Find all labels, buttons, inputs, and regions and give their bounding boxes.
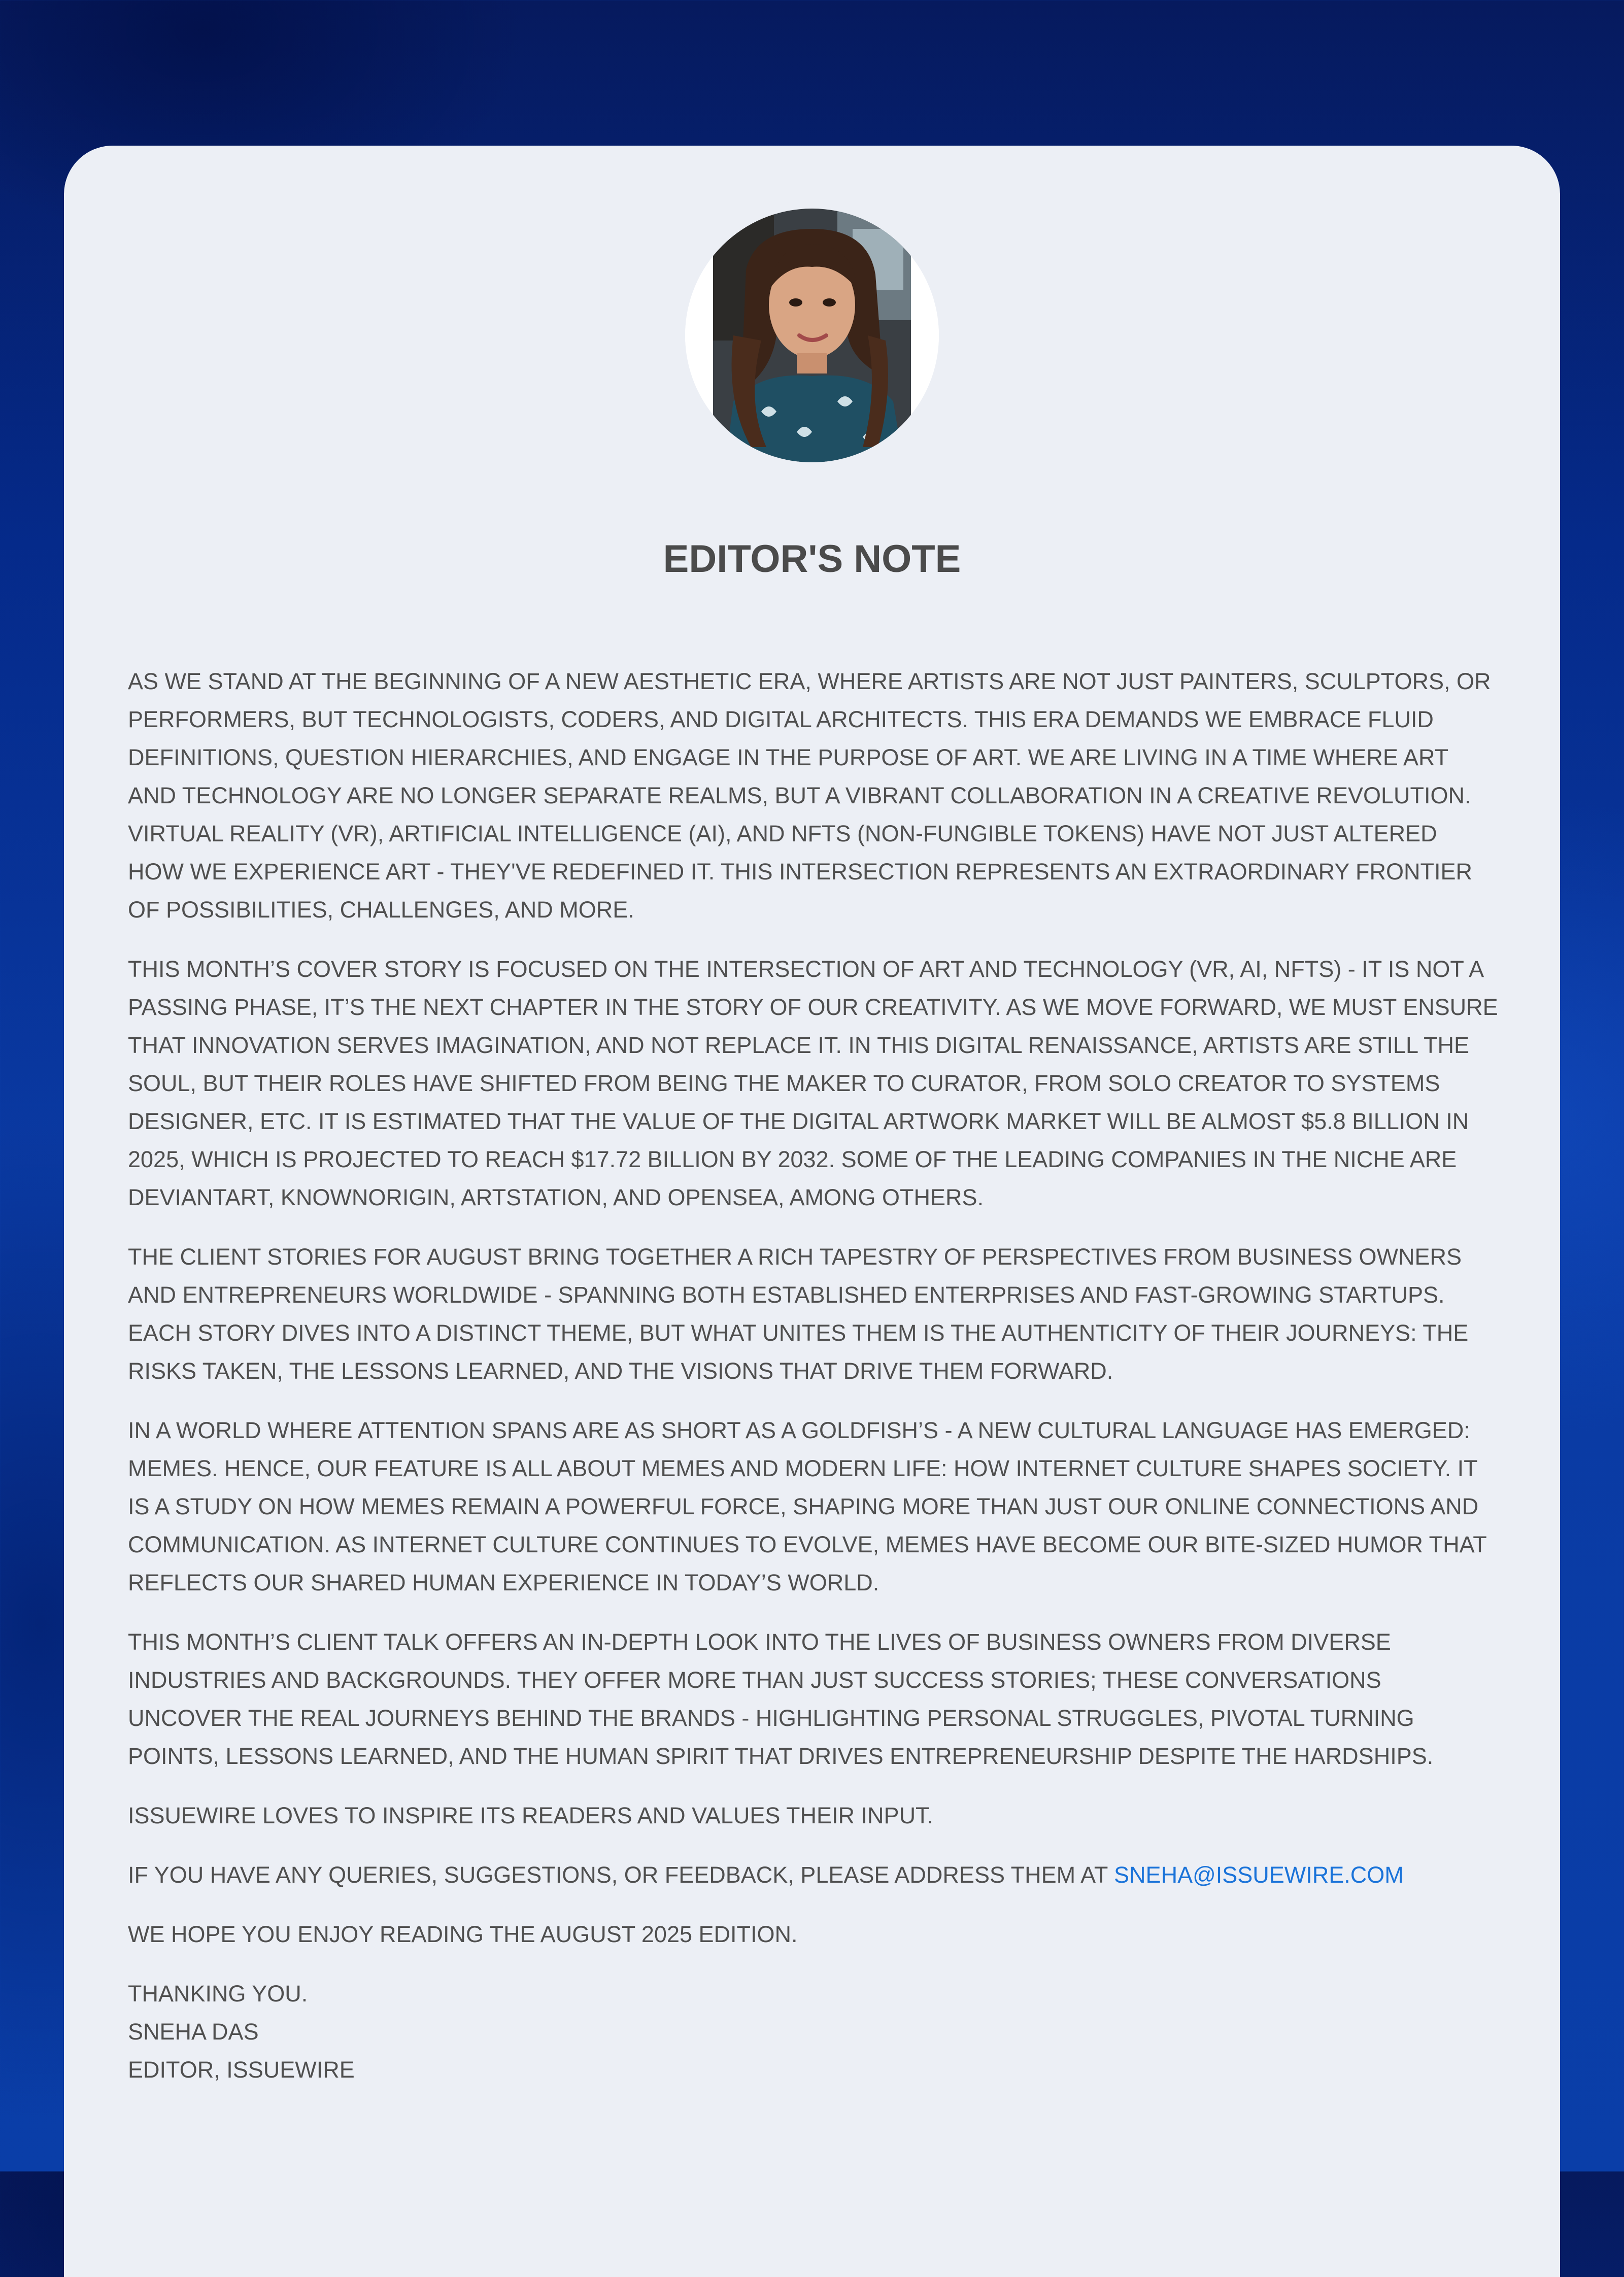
paragraph: THIS MONTH’S CLIENT TALK OFFERS AN IN-DEPTH LOOK INTO THE LIVES OF BUSINESS OWNERS FROM DIVERSE INDUSTRIES AND BACKGROUNDS. THEY OFFER MORE THAN JUST SUCCESS STORIES; THESE CONVERSATIONS UNCOVER THE REAL JOURNEYS BEHIND THE BRANDS - HIGHLIGHTING PERSONAL STRUGGLES, PIVOTAL TURNING POINTS, LESSONS LEARNED, AND THE HUMAN SPIRIT THAT DRIVES ENTREPRENEURSHIP DESPITE THE HARDSHIPS. <box>128 1629 1434 1769</box>
email-link[interactable]: SNEHA@ISSUEWIRE.COM <box>1114 1862 1404 1888</box>
signature-name: SNEHA DAS <box>128 2019 259 2045</box>
article-body <box>128 662 1498 2089</box>
closing-paragraph: WE HOPE YOU ENJOY READING THE AUGUST 2025 EDITION. <box>128 1921 798 1947</box>
signature-thanks: THANKING YOU. <box>128 1981 308 2007</box>
editor-portrait-image <box>685 209 939 462</box>
page-title: EDITOR'S NOTE <box>663 537 961 581</box>
paragraph: ISSUEWIRE LOVES TO INSPIRE ITS READERS AND VALUES THEIR INPUT. <box>128 1803 934 1828</box>
editor-avatar <box>685 209 939 462</box>
paragraph: THIS MONTH’S COVER STORY IS FOCUSED ON THE INTERSECTION OF ART AND TECHNOLOGY (VR, AI, NFTS) - IT IS NOT A PASSING PHASE, IT’S THE NEXT CHAPTER IN THE STORY OF OUR CREATIVITY. AS WE MOVE FORWARD, WE MUST ENSURE THAT INNOVATION SERVES IMAGINATION, AND NOT REPLACE IT. IN THIS DIGITAL RENAISSANCE, ARTISTS ARE STILL THE SOUL, BUT THEIR ROLES HAVE SHIFTED FROM BEING THE MAKER TO CURATOR, FROM SOLO CREATOR TO SYSTEMS DESIGNER, ETC. IT IS ESTIMATED THAT THE VALUE OF THE DIGITAL ARTWORK MARKET WILL BE ALMOST $5.8 BILLION IN 2025, WHICH IS PROJECTED TO REACH $17.72 BILLION BY 2032. SOME OF THE LEADING COMPANIES IN THE NICHE ARE DEVIANTART, KNOWNORIGIN, ARTSTATION, AND OPENSEA, AMONG OTHERS. <box>128 956 1498 1210</box>
paragraph: AS WE STAND AT THE BEGINNING OF A NEW AESTHETIC ERA, WHERE ARTISTS ARE NOT JUST PAINTERS, SCULPTORS, OR PERFORMERS, BUT TECHNOLOGISTS, CODERS, AND DIGITAL ARCHITECTS. THIS ERA DEMANDS WE EMBRACE FLUID DEFINITIONS, QUESTION HIERARCHIES, AND ENGAGE IN THE PURPOSE OF ART. WE ARE LIVING IN A TIME WHERE ART AND TECHNOLOGY ARE NO LONGER SEPARATE REALMS, BUT A VIBRANT COLLABORATION IN A CREATIVE REVOLUTION. VIRTUAL REALITY (VR), ARTIFICIAL INTELLIGENCE (AI), AND NFTS (NON-FUNGIBLE TOKENS) HAVE NOT JUST ALTERED HOW WE EXPERIENCE ART - THEY'VE REDEFINED IT. THIS INTERSECTION REPRESENTS AN EXTRAORDINARY FRONTIER OF POSSIBILITIES, CHALLENGES, AND MORE. <box>128 668 1491 923</box>
contact-paragraph <box>128 1856 1498 1894</box>
contact-text: IF YOU HAVE ANY QUERIES, SUGGESTIONS, OR FEEDBACK, PLEASE ADDRESS THEM AT <box>128 1862 1108 1888</box>
paragraph: IN A WORLD WHERE ATTENTION SPANS ARE AS SHORT AS A GOLDFISH’S - A NEW CULTURAL LANGUAGE HAS EMERGED: MEMES. HENCE, OUR FEATURE IS ALL ABOUT MEMES AND MODERN LIFE: HOW INTERNET CULTURE SHAPES SOCIETY. IT IS A STUDY ON HOW MEMES REMAIN A POWERFUL FORCE, SHAPING MORE THAN JUST OUR ONLINE CONNECTIONS AND COMMUNICATION. AS INTERNET CULTURE CONTINUES TO EVOLVE, MEMES HAVE BECOME OUR BITE-SIZED HUMOR THAT REFLECTS OUR SHARED HUMAN EXPERIENCE IN TODAY’S WORLD. <box>128 1417 1486 1595</box>
signature-role: EDITOR, ISSUEWIRE <box>128 2057 355 2083</box>
paragraph: THE CLIENT STORIES FOR AUGUST BRING TOGETHER A RICH TAPESTRY OF PERSPECTIVES FROM BUSINESS OWNERS AND ENTREPRENEURS WORLDWIDE - SPANNING BOTH ESTABLISHED ENTERPRISES AND FAST-GROWING STARTUPS. EACH STORY DIVES INTO A DISTINCT THEME, BUT WHAT UNITES THEM IS THE AUTHENTICITY OF THEIR JOURNEYS: THE RISKS TAKEN, THE LESSONS LEARNED, AND THE VISIONS THAT DRIVE THEM FORWARD. <box>128 1244 1469 1384</box>
